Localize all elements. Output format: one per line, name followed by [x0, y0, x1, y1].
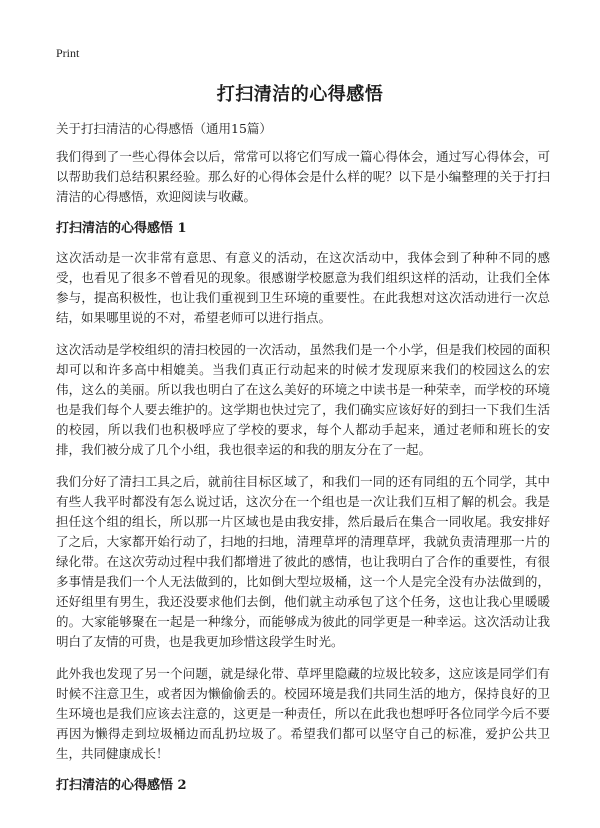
- section-paragraph: 这次活动是学校组织的清扫校园的一次活动，虽然我们是一个小学，但是我们校园的面积却可以和许多高中相媲美。当我们真正行动起来的时候才发现原来我们的校园这么的宏伟，这么的美丽。所以我也明白了在这么美好的环境之中读书是一种荣幸，而学校的环境也是我们每个人要去维护的。这学期也快过完了，我们确实应该好好的到扫一下我们生活的校园，所以我们也积极呼应了学校的要求，每个人都动手起来，通过老师和班长的安排，我们被分成了几个小组，我也很幸运的和我的朋友分在了一起。: [56, 342, 550, 457]
- section-heading: 打扫清洁的心得感悟 2: [56, 778, 187, 793]
- document-body: [56, 118, 550, 805]
- section-paragraph: 此外我也发现了另一个问题，就是绿化带、草坪里隐藏的垃圾比较多，这应该是同学们有时候不注意卫生，或者因为懒偷偷丢的。校园环境是我们共同生活的地方，保持良好的卫生环境也是我们应该去注意的，这更是一种责任，所以在此我也想呼吁各位同学今后不要再因为懒得走到垃圾桶边而乱扔垃圾了。希望我们都可以坚守自己的标准，爱护公共卫生，共同健康成长！: [56, 666, 550, 761]
- section-paragraph: 我们分好了清扫工具之后，就前往目标区域了，和我们一同的还有同组的五个同学，其中有些人我平时都没有怎么说过话，这次分在一个组也是一次让我们互相了解的机会。我是担任这个组的组长，所以那一片区域也是由我安排，然后最后在集合一同收尾。我安排好了之后，大家都开始行动了，扫地的扫地，清理草坪的清理草坪，我就负责清理那一片的绿化带。在这次劳动过程中我们都增进了彼此的感情，也让我明白了合作的重要性，有很多事情是我们一个人无法做到的，比如倒大型垃圾桶，这一个人是完全没有办法做到的，还好组里有男生，我还没要求他们去倒，他们就主动承包了这个任务，这也让我心里暖暖的。大家能够聚在一起是一种缘分，而能够成为彼此的同学更是一种幸运。这次活动让我明白了友情的可贵，也是我更加珍惜这段学生时光。: [56, 474, 550, 649]
- section-paragraph: 这次活动是一次非常有意思、有意义的活动，在这次活动中，我体会到了种种不同的感受，也看见了很多不曾看见的现象。很感谢学校愿意为我们组织这样的活动，让我们全体参与，提高积极性，也让我们重视到卫生环境的重要性。在此我想对这次活动进行一次总结，如果哪里说的不对，希望老师可以进行指点。: [56, 250, 550, 325]
- document-subtitle: 关于打扫清洁的心得感悟（通用15篇）: [56, 121, 272, 136]
- intro-paragraph: 我们得到了一些心得体会以后，常常可以将它们写成一篇心得体会，通过写心得体会，可以帮助我们总结积累经验。那么好的心得体会是什么样的呢？以下是小编整理的关于打扫清洁的心得感悟，欢迎阅读与收藏。: [56, 149, 550, 204]
- section-heading: 打扫清洁的心得感悟 1: [56, 221, 187, 236]
- print-link[interactable]: Print: [56, 46, 80, 60]
- document-title: 打扫清洁的心得感悟: [216, 84, 384, 105]
